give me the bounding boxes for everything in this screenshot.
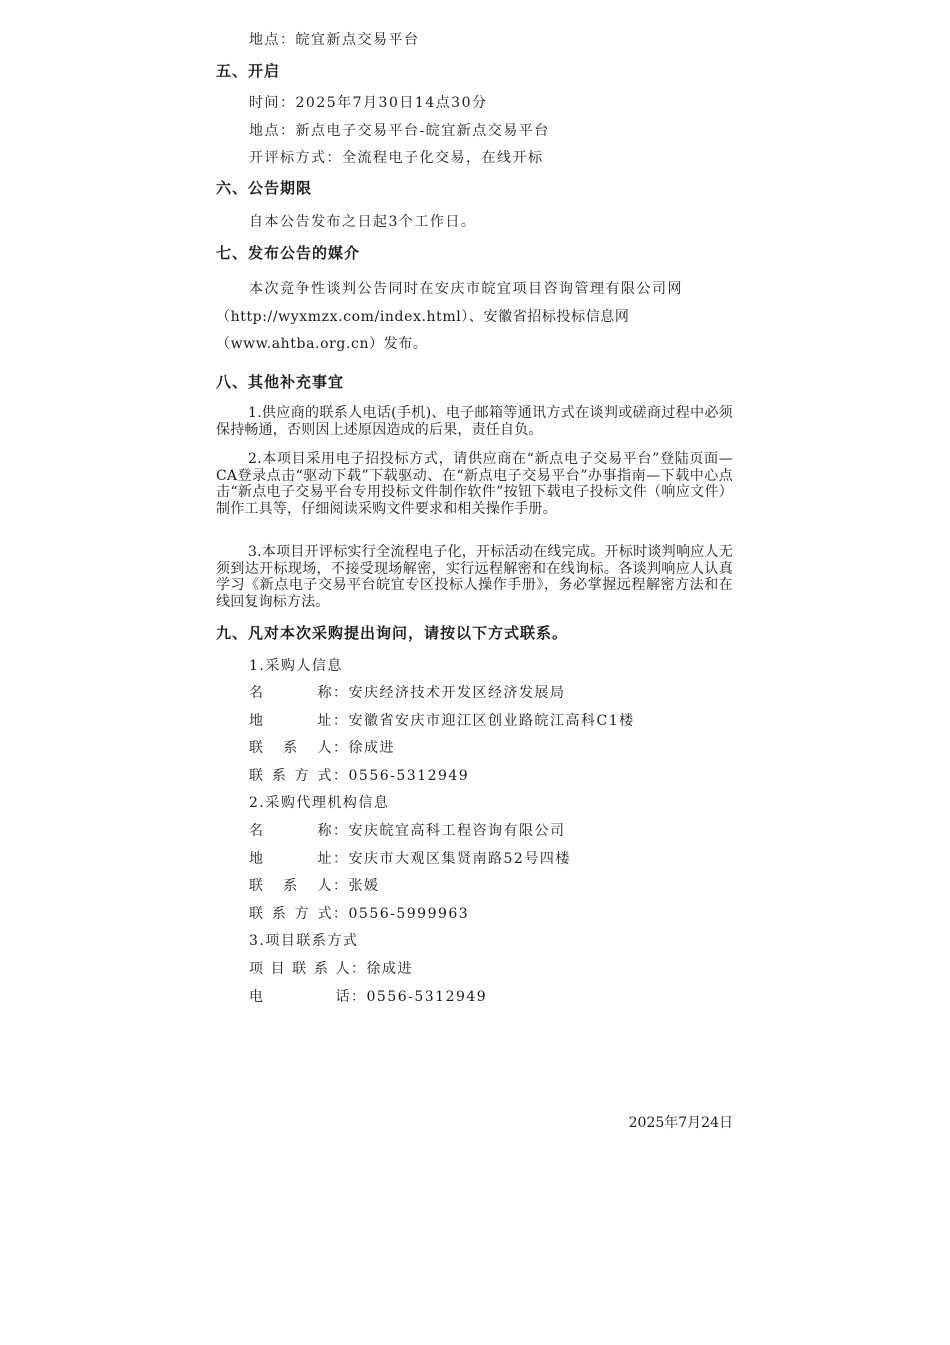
colon: ：	[333, 851, 349, 867]
time-value: 2025年7月30日14点30分	[295, 95, 488, 111]
colon: ：	[333, 768, 349, 784]
period-text: 自本公告发布之日起3个工作日。	[249, 214, 477, 230]
method-value: 全流程电子化交易，在线开标	[342, 150, 544, 166]
location-label: 地点：	[249, 32, 296, 48]
phone-value: 0556-5999963	[348, 906, 470, 922]
name-label: 名称	[249, 685, 333, 701]
agency-address	[249, 849, 571, 869]
colon: ：	[333, 878, 349, 894]
section-heading-contact: 九、凡对本次采购提出询问，请按以下方式联系。	[216, 624, 569, 642]
purchaser-info-title: 1.采购人信息	[249, 658, 343, 674]
address-value: 安庆市大观区集贤南路52号四楼	[348, 851, 571, 867]
project-contact	[249, 959, 413, 979]
project-contact-label: 项目联系人	[249, 961, 351, 977]
colon: ：	[333, 685, 349, 701]
colon: ：	[333, 823, 349, 839]
address-label: 地址	[249, 713, 333, 729]
address-label: 地址	[249, 851, 333, 867]
project-contact-value: 徐成进	[366, 961, 413, 977]
colon: ：	[351, 989, 367, 1005]
section-heading-supplementary: 八、其他补充事宜	[216, 373, 345, 391]
contact-label: 联系人	[249, 740, 333, 756]
colon: ：	[333, 740, 349, 756]
contact-label: 联系人	[249, 878, 333, 894]
colon: ：	[333, 713, 349, 729]
phone-label: 联系方式	[249, 768, 333, 784]
address-value: 安徽省安庆市迎江区创业路皖江高科C1楼	[348, 713, 635, 729]
agency-phone	[249, 904, 469, 924]
phone-label: 联系方式	[249, 906, 333, 922]
purchaser-address	[249, 711, 635, 731]
opening-method	[249, 148, 544, 168]
supplementary-paragraph-1: 1.供应商的联系人电话(手机)、电子邮箱等通讯方式在谈判或磋商过程中必须保持畅通，否则因上述原因造成的后果，责任自负。	[216, 405, 733, 438]
location-value: 新点电子交易平台-皖宜新点交易平台	[295, 123, 550, 139]
section-heading-opening: 五、开启	[216, 62, 281, 80]
media-line-2: （http://wyxmzx.com/index.html）、安徽省招标投标信息网	[216, 309, 630, 325]
opening-time	[249, 93, 487, 113]
project-phone-label: 电话	[249, 989, 351, 1005]
agency-info-title: 2.采购代理机构信息	[249, 795, 390, 811]
purchaser-contact	[249, 738, 395, 758]
contact-value: 张媛	[348, 878, 380, 894]
agency-contact	[249, 876, 380, 896]
location-value: 皖宜新点交易平台	[295, 32, 420, 48]
purchaser-name	[249, 683, 566, 703]
colon: ：	[351, 961, 367, 977]
media-line-1: 本次竞争性谈判公告同时在安庆市皖宜项目咨询管理有限公司网	[249, 281, 683, 297]
contact-value: 徐成进	[348, 740, 395, 756]
announcement-date: 2025年7月24日	[628, 1115, 733, 1131]
phone-value: 0556-5312949	[348, 768, 470, 784]
media-line-3: （www.ahtba.org.cn）发布。	[216, 336, 428, 352]
agency-name	[249, 821, 566, 841]
name-value: 安庆皖宜高科工程咨询有限公司	[348, 823, 566, 839]
project-contact-title: 3.项目联系方式	[249, 933, 359, 949]
location-label: 地点：	[249, 123, 296, 139]
time-label: 时间：	[249, 95, 296, 111]
opening-location	[249, 121, 550, 141]
colon: ：	[333, 906, 349, 922]
method-label: 开评标方式：	[249, 150, 342, 166]
section-heading-media: 七、发布公告的媒介	[216, 244, 361, 262]
purchaser-phone	[249, 766, 469, 786]
supplementary-paragraph-2: 2.本项目采用电子招投标方式，请供应商在“新点电子交易平台”登陆页面—CA登录点击“驱动下载”下载驱动、在“新点电子交易平台”办事指南—下载中心点击“新点电子交易平台专用投标文件制作软件”按钮下载电子投标文件（响应文件）制作工具等，仔细阅读采购文件要求和相关操作手册。	[216, 451, 733, 517]
section-heading-period: 六、公告期限	[216, 179, 313, 197]
name-value: 安庆经济技术开发区经济发展局	[348, 685, 566, 701]
supplementary-paragraph-3: 3.本项目开评标实行全流程电子化，开标活动在线完成。开标时谈判响应人无须到达开标现场，不接受现场解密，实行远程解密和在线询标。各谈判响应人认真学习《新点电子交易平台皖宜专区投标人操作手册》，务必掌握远程解密方法和在线回复询标方法。	[216, 544, 733, 610]
name-label: 名称	[249, 823, 333, 839]
prev-section-location	[249, 30, 420, 50]
project-phone	[249, 987, 487, 1007]
project-phone-value: 0556-5312949	[366, 989, 488, 1005]
